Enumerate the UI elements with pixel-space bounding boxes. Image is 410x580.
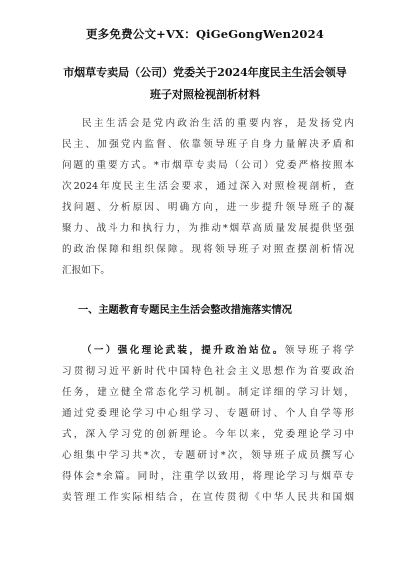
paragraph-line: 的政治保障和组织保障。现将领导班子对照查摆剖析情况 [62,244,354,255]
paragraph-line: 民主生活会是党内政治生活的重要内容，是发扬党内 [82,118,354,129]
title-line-1: 市烟草专卖局（公司）党委关于2024年度民主生活会领导 [63,66,347,79]
document-title [60,62,350,106]
paragraph-line: 习贯彻习近平新时代中国特色社会主义思想作为首要政治 [62,366,354,377]
promo-banner: 更多免费公文+VX：QiGeGongWen2024 [85,27,325,41]
paragraph-line: 得体会*余篇。同时，注重学以致用，将理论学习与烟草专 [62,471,354,482]
paragraph-line: 聚力、战斗力和执行力，为推动*烟草高质量发展提供坚强 [62,223,354,234]
paragraph-line: 汇报如下。 [62,265,110,276]
paragraph-line: 心组集中学习共*次，专题研讨*次，领导班子成员撰写心 [62,450,354,461]
title-line-2: 班子对照检视剖析材料 [150,88,260,101]
paragraph-line: 通过党委理论学习中心组学习、专题研讨、个人自学等形 [62,408,354,419]
paragraph-line: 民主、加强党内监督、依靠领导班子自身力量解决矛盾和 [62,139,354,150]
paragraph-line: 问题的重要方式。*市烟草专卖局（公司）党委严格按照本 [62,160,354,171]
section-heading: 一、主题教育专题民主生活会整改措施落实情况 [78,304,292,316]
paragraph-line: 次2024年度民主生活会要求，通过深入对照检视剖析，查 [62,181,354,192]
paragraph-line [62,340,354,361]
paragraph-line: 任务，建立健全常态化学习机制。制定详细的学习计划， [62,387,354,398]
paragraph-line: 找问题、分析原因、明确方向，进一步提升领导班子的凝 [62,202,354,213]
paragraph-line: 式，深入学习党的创新理论。今年以来，党委理论学习中 [62,429,354,440]
subsection-first-line-rest: 领导班子将学 [284,345,355,356]
intro-paragraph [62,113,354,281]
subsection-paragraph [62,340,354,508]
subsection-lead-in: （一）强化理论武装，提升政治站位。 [82,345,285,356]
paragraph-line: 卖管理工作实际相结合，在宣传贯彻《中华人民共和国烟 [62,492,354,503]
